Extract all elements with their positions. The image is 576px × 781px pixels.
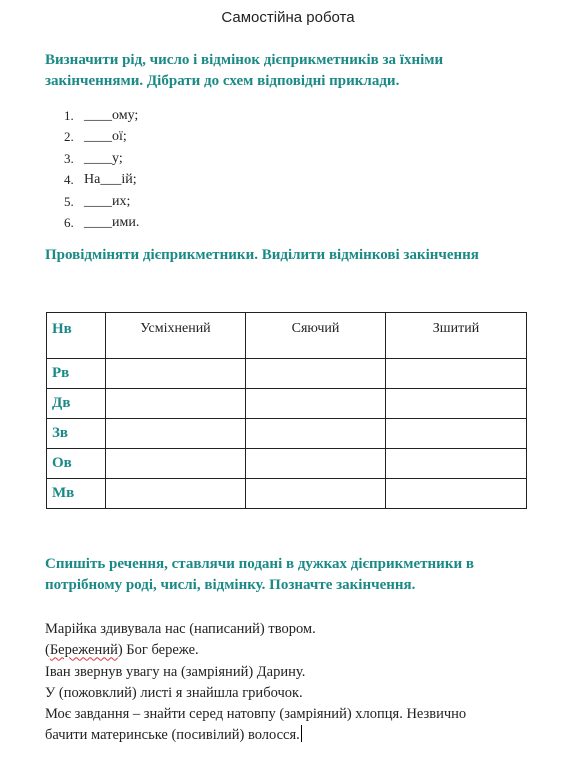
column-header: Зшитий [386,313,527,359]
task3-heading-line2: потрібному роді, числі, відмінку. Позначте закінчення. [45,577,416,593]
task3-heading-line1: Спишіть речення, ставлячи подані в дужках дієприкметники в [45,556,474,572]
sentence-line[interactable] [45,619,525,640]
sentence-text: бачити материнське (посивілий) волосся. [45,727,300,744]
sentence-text: Марійка здивувала нас (написаний) твором. [45,621,316,637]
document-title: Самостійна робота [221,9,355,26]
column-header: Усміхнений [106,313,246,359]
list-number: 4. [64,172,74,188]
sentence-line[interactable] [45,725,525,746]
declension-table [46,312,527,509]
sentence-line[interactable] [45,683,525,704]
table-cell[interactable] [386,359,527,389]
case-label: Рв [47,359,106,389]
table-row [47,389,527,419]
table-row [47,479,527,509]
sentences-block[interactable] [45,619,525,747]
list-number: 3. [64,150,74,166]
table-cell[interactable] [386,479,527,509]
table-cell[interactable] [106,419,246,449]
case-label: Дв [47,389,106,419]
sentence-text: Моє завдання – знайти серед натовпу (замріяний) хлопця. Незвично [45,706,467,723]
table-cell[interactable] [386,449,527,479]
table-cell[interactable] [386,419,527,449]
table-cell[interactable] [106,359,246,389]
table-cell[interactable] [106,479,246,509]
task2-heading: Провідміняти дієприкметники. Виділити відмінкові закінчення [45,247,479,263]
list-text[interactable]: ____у; [84,150,123,166]
text-cursor [301,725,302,742]
table-cell[interactable] [106,449,246,479]
table-row [47,359,527,389]
table-cell[interactable] [246,389,386,419]
list-text[interactable]: ____ими. [84,214,140,230]
sentence-text: Іван звернув увагу на (замріяний) Дарину. [45,663,306,680]
list-text[interactable]: ____их; [84,193,131,209]
sentence-text: У (пожовклий) листі я знайшла грибочок. [45,684,303,701]
sentence-text: ) Бог береже. [117,642,199,659]
table-row [47,419,527,449]
case-label: Зв [47,419,106,449]
list-number: 1. [64,108,74,123]
case-label: Мв [47,479,106,509]
table-cell[interactable] [246,419,386,449]
task1-heading-line1: Визначити рід, число і відмінок дієприкметників за їхніми [45,52,444,68]
table-cell[interactable] [106,389,246,419]
table-cell[interactable] [246,359,386,389]
table-row [47,449,527,479]
table-cell[interactable] [246,479,386,509]
list-number: 5. [64,193,74,209]
table-cell[interactable] [246,449,386,479]
sentence-line[interactable] [45,704,525,725]
sentence-line[interactable] [45,662,525,683]
sentence-line[interactable] [45,640,525,661]
task1-heading-line2: закінченнями. Дібрати до схем відповідні приклади. [45,73,400,89]
sentence-text: ( [45,642,50,659]
table-header-row [47,313,527,359]
task1-heading [45,50,545,92]
list-text[interactable]: ____ої; [84,129,127,145]
column-header: Сяючий [246,313,386,359]
list-text[interactable]: ____ому; [84,108,139,123]
task3-heading [45,554,545,596]
case-label: Ов [47,449,106,479]
list-number: 6. [64,214,74,230]
table-cell[interactable] [386,389,527,419]
case-label: Нв [47,313,106,359]
list-number: 2. [64,129,74,145]
spellcheck-flagged-word[interactable]: Бережений [49,642,118,659]
list-text[interactable]: На___ій; [84,172,137,188]
